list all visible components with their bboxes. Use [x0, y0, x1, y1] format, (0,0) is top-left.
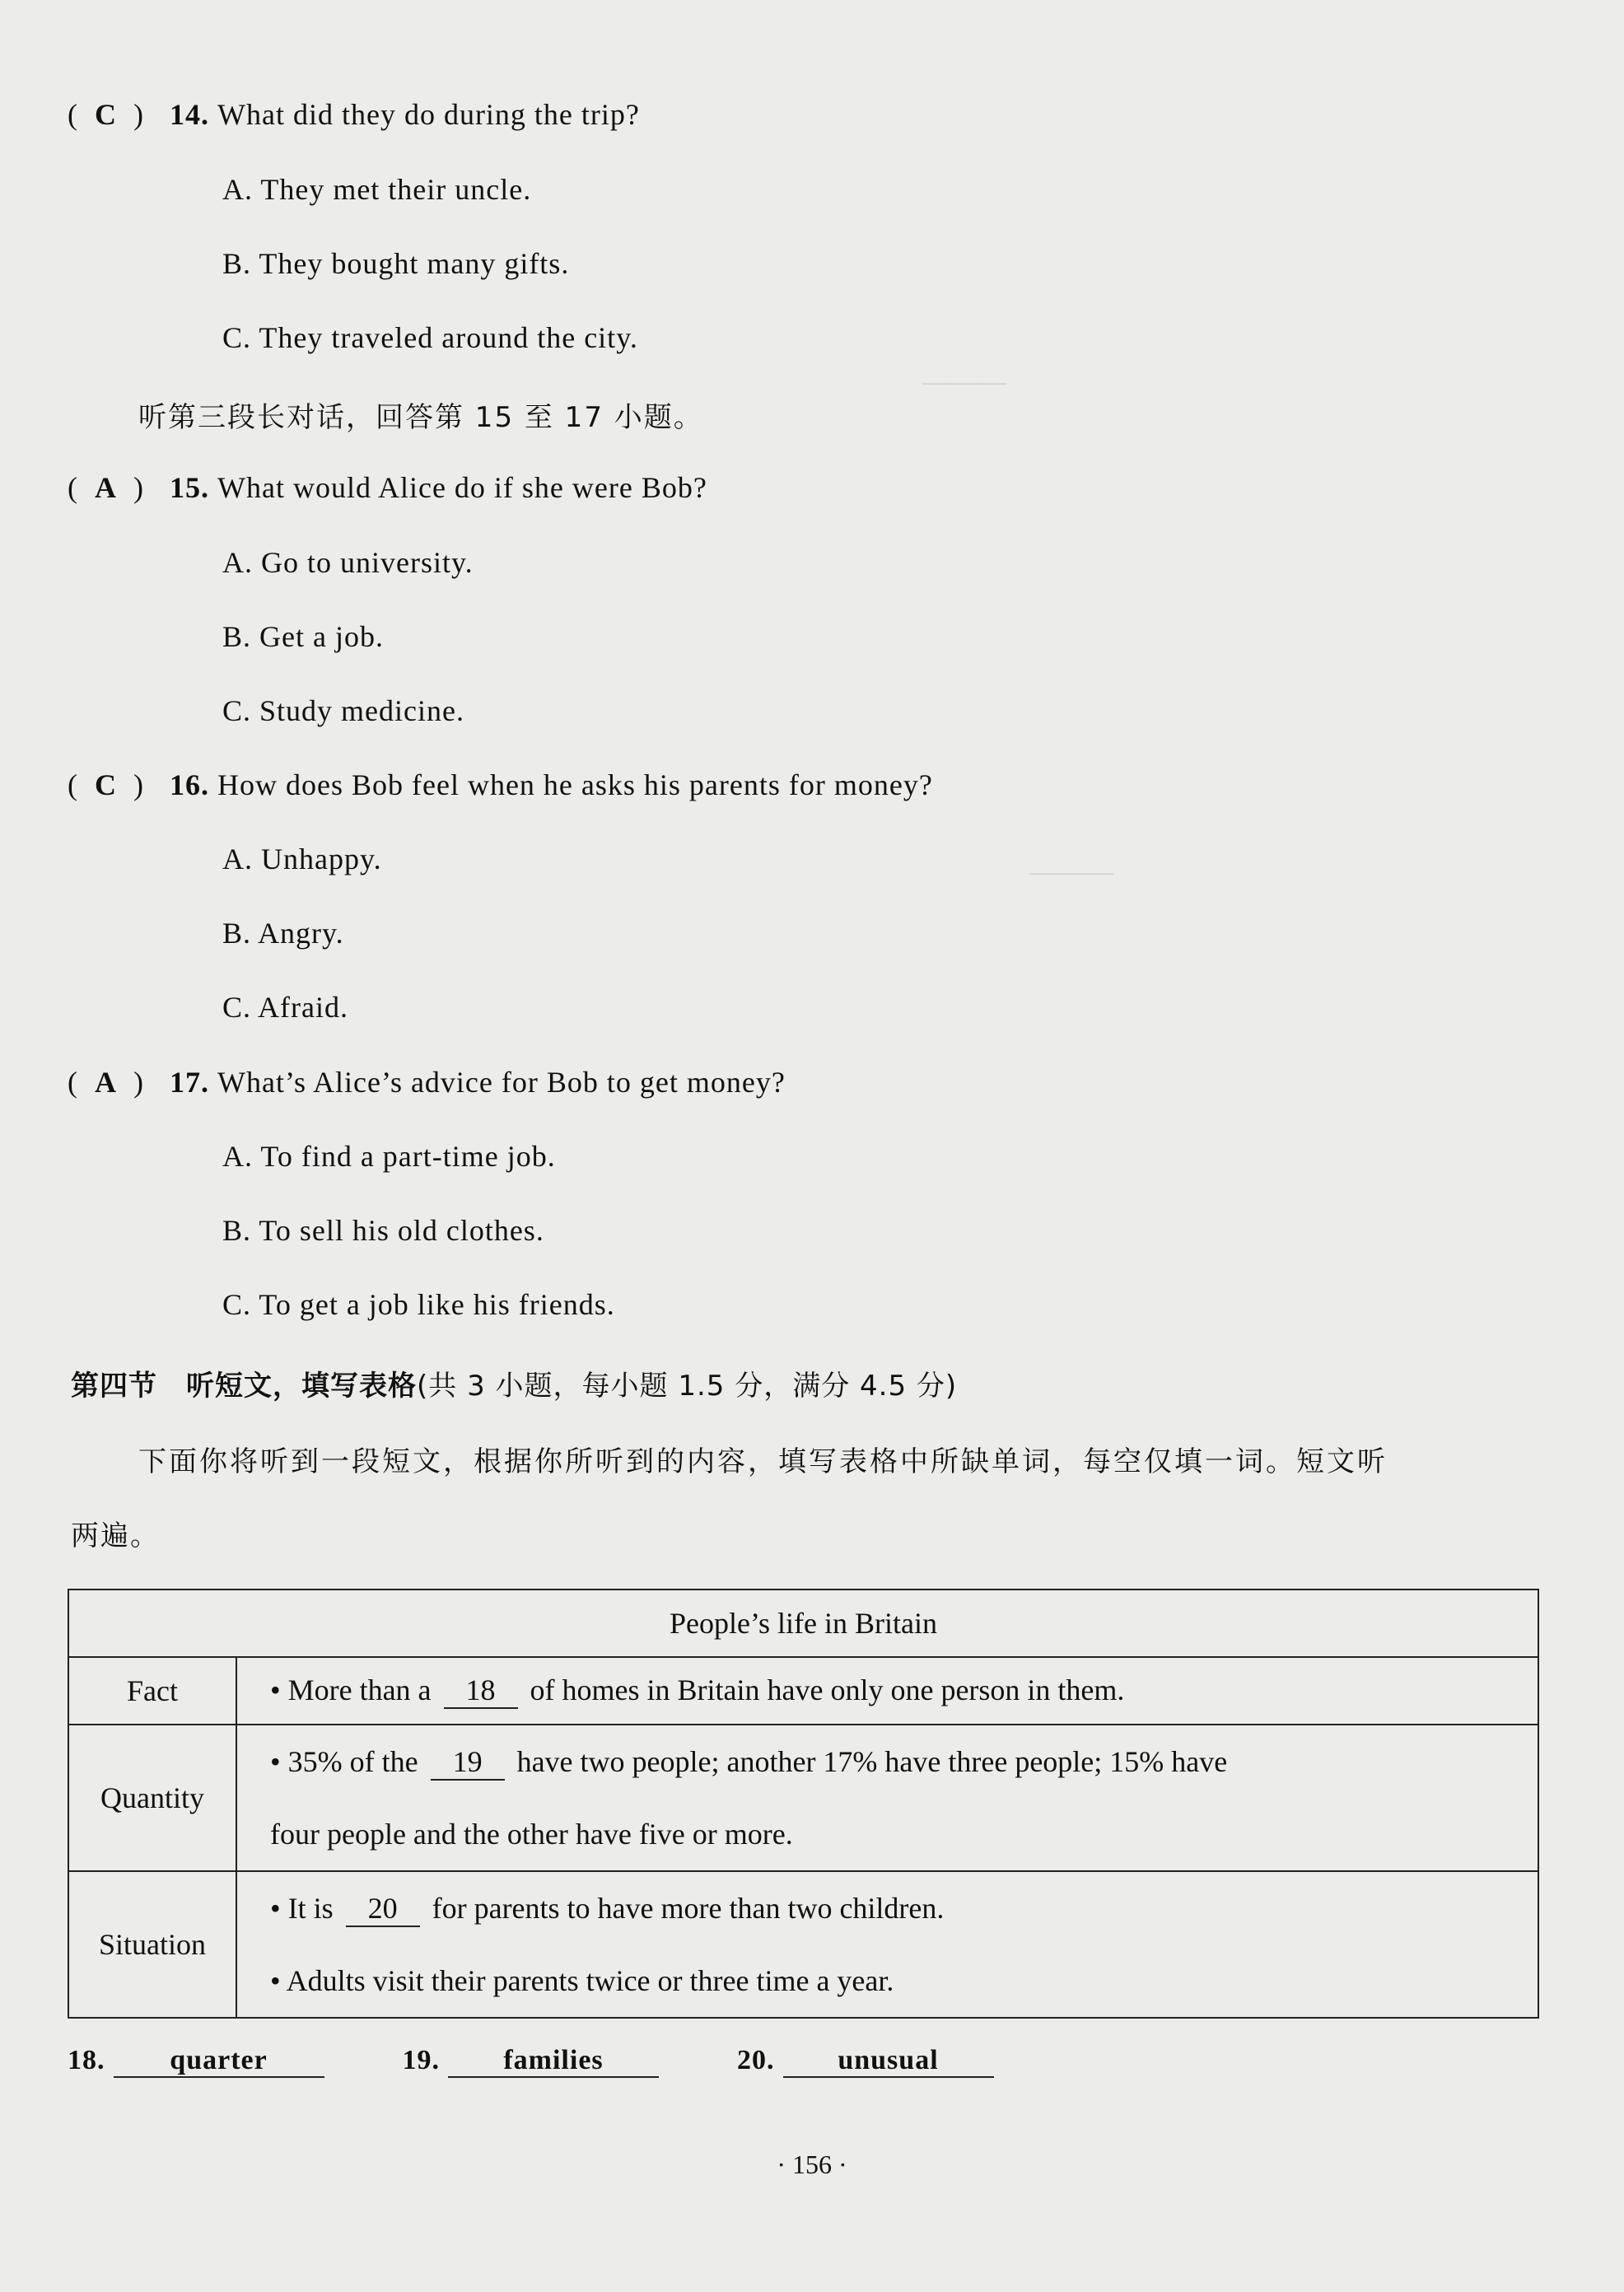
option-b: B. To sell his old clothes. — [222, 1214, 544, 1247]
fact-text-post: of homes in Britain have only one person in them. — [530, 1673, 1125, 1707]
answer-letter: A — [95, 1066, 117, 1099]
question-15: ( A ) 15. What would Alice do if she were Bob? — [68, 471, 707, 504]
row-content-situation — [236, 1871, 1538, 2018]
option-c: C. They traveled around the city. — [222, 321, 638, 354]
section-4-instruction: 下面你将听到一段短文，根据你所听到的内容，填写表格中所缺单词，每空仅填一词。短文听 — [138, 1445, 1388, 1478]
situation-line-1 — [270, 1872, 1513, 1944]
quantity-line-2: four people and the other have five or more. — [270, 1818, 793, 1851]
option-a: A. To find a part-time job. — [222, 1140, 556, 1173]
question-14: ( C ) 14. What did they do during the trip? — [68, 98, 640, 131]
answers-line — [68, 2044, 994, 2078]
ghost-text: ——— — [1029, 857, 1113, 887]
row-content-quantity — [236, 1725, 1538, 1871]
section-4-heading — [71, 1363, 957, 1403]
situation-text-pre: • It is — [270, 1892, 334, 1925]
question-text: How does Bob feel when he asks his parents for money? — [217, 768, 933, 801]
question-text: What did they do during the trip? — [217, 98, 640, 131]
question-number: 14. — [170, 98, 209, 131]
ghost-text: ——— — [922, 366, 1006, 397]
answer-18: quarter — [114, 2044, 324, 2078]
row-label-quantity: Quantity — [68, 1725, 236, 1871]
page-number: · 156 · — [777, 2150, 847, 2179]
question-number: 15. — [170, 471, 209, 504]
quantity-line-1 — [270, 1725, 1513, 1798]
answer-number: 19. — [402, 2045, 440, 2075]
table-row-situation — [68, 1871, 1538, 2018]
table-title: People’s life in Britain — [68, 1589, 1538, 1657]
option-c: C. Study medicine. — [222, 694, 464, 727]
blank-20: 20 — [346, 1893, 420, 1927]
blank-19: 19 — [431, 1746, 505, 1781]
row-label-situation: Situation — [68, 1871, 236, 2018]
question-number: 16. — [170, 768, 209, 801]
question-16: ( C ) 16. How does Bob feel when he asks his parents for money? — [68, 768, 933, 801]
answer-letter: C — [95, 98, 117, 131]
row-label-fact: Fact — [68, 1657, 236, 1725]
option-a: A. Unhappy. — [222, 843, 382, 875]
option-b: B. Get a job. — [222, 620, 384, 653]
table-row-quantity — [68, 1725, 1538, 1871]
fact-text-pre: • More than a — [270, 1673, 432, 1707]
section-4-instruction-cont: 两遍。 — [71, 1519, 160, 1552]
situation-line-2: • Adults visit their parents twice or three time a year. — [270, 1964, 894, 1997]
table-row-fact — [68, 1657, 1538, 1725]
question-text: What would Alice do if she were Bob? — [217, 471, 707, 504]
answer-letter: A — [95, 471, 117, 504]
question-17: ( A ) 17. What’s Alice’s advice for Bob to get money? — [68, 1066, 786, 1099]
answer-19: families — [448, 2044, 659, 2078]
instruction-dialogue-3: 听第三段长对话，回答第 15 至 17 小题。 — [138, 401, 703, 434]
row-content-fact — [236, 1657, 1538, 1725]
blank-18: 18 — [444, 1674, 518, 1709]
option-b: B. Angry. — [222, 917, 344, 950]
section-title: 第四节 听短文，填写表格 — [71, 1370, 417, 1403]
quantity-text-post: have two people; another 17% have three people; 15% have — [516, 1745, 1228, 1778]
info-table — [68, 1589, 1539, 2019]
question-text: What’s Alice’s advice for Bob to get money? — [217, 1066, 786, 1099]
option-c: C. Afraid. — [222, 991, 348, 1024]
answer-number: 20. — [737, 2045, 775, 2075]
situation-text-post: for parents to have more than two children. — [432, 1892, 945, 1925]
answer-number: 18. — [68, 2045, 105, 2075]
question-number: 17. — [170, 1066, 209, 1099]
section-scoring: (共 3 小题，每小题 1.5 分，满分 4.5 分) — [417, 1370, 958, 1403]
quantity-text-pre: • 35% of the — [270, 1745, 418, 1778]
option-c: C. To get a job like his friends. — [222, 1288, 615, 1321]
answer-letter: C — [95, 768, 117, 801]
table-header-row — [68, 1589, 1538, 1657]
option-a: A. Go to university. — [222, 546, 474, 579]
option-b: B. They bought many gifts. — [222, 247, 570, 280]
answer-20: unusual — [783, 2044, 994, 2078]
option-a: A. They met their uncle. — [222, 173, 532, 206]
